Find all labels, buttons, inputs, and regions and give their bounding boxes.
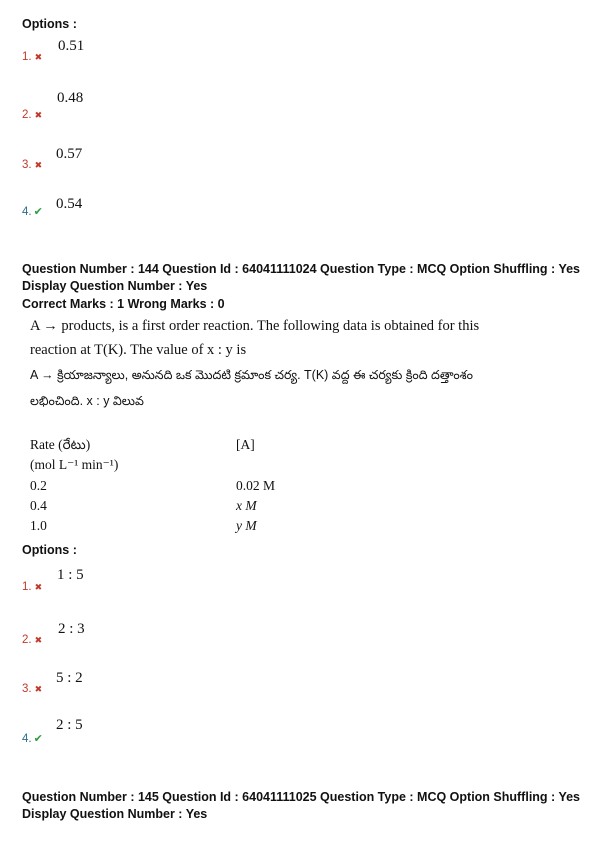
display-question-number-q145: Display Question Number : Yes (22, 807, 208, 821)
cross-icon: ✖ (34, 684, 43, 694)
table-cell-rate: 0.2 (30, 478, 47, 493)
check-icon: ✔ (33, 206, 43, 218)
table-cell-conc: 0.02 M (236, 478, 276, 493)
option-value-q144-2: 2 : 3 (58, 621, 85, 637)
option-number: 2. (22, 109, 32, 121)
option-value-q144-3: 5 : 2 (56, 670, 83, 686)
option-value-q143-2: 0.48 (57, 90, 84, 106)
table-cell-conc: y M (236, 518, 257, 533)
option-q144-2 (22, 630, 42, 648)
question-text-te-line2: లభించింది. x : y విలువ (30, 394, 144, 408)
option-value-q144-1: 1 : 5 (57, 567, 84, 583)
question-text-en-line2: reaction at T(K). The value of x : y is (30, 342, 247, 358)
option-q143-3 (22, 155, 42, 173)
option-value-q143-1: 0.51 (58, 38, 85, 54)
table-cell-conc: x M (236, 498, 257, 513)
option-q143-1 (22, 47, 42, 65)
question-header-q145: Question Number : 145 Question Id : 64041111025 Question Type : MCQ Option Shuffling : Yes (22, 790, 580, 804)
option-number: 1. (22, 51, 32, 63)
cross-icon: ✖ (34, 110, 43, 120)
cross-icon: ✖ (34, 160, 43, 170)
option-value-q143-3: 0.57 (56, 146, 83, 162)
table-col1-header: Rate (రేటు) (30, 437, 91, 452)
option-value-q144-4: 2 : 5 (56, 717, 83, 733)
check-icon: ✔ (33, 733, 43, 745)
option-number: 4. (22, 733, 32, 745)
option-q143-4 (22, 202, 43, 220)
option-q144-4 (22, 729, 43, 747)
table-cell-rate: 1.0 (30, 518, 47, 533)
options-heading-q144: Options : (22, 543, 77, 557)
cross-icon: ✖ (34, 582, 43, 592)
option-number: 1. (22, 581, 32, 593)
options-heading-q143: Options : (22, 17, 77, 31)
display-question-number-q144: Display Question Number : Yes (22, 279, 208, 293)
table-cell-rate: 0.4 (30, 498, 47, 513)
option-number: 3. (22, 683, 32, 695)
option-number: 2. (22, 634, 32, 646)
table-col2-header: [A] (236, 437, 255, 452)
option-number: 3. (22, 159, 32, 171)
option-q144-3 (22, 679, 42, 697)
option-value-q143-4: 0.54 (56, 196, 83, 212)
cross-icon: ✖ (34, 52, 43, 62)
question-text-te-line1: A → క్రియాజన్యాలు, అనునది ఒక మొదటి క్రమాంక చర్య. T(K) వద్ద ఈ చర్యకు క్రింది దత్తాంశం (30, 368, 473, 382)
option-q143-2 (22, 105, 42, 123)
marks-q144: Correct Marks : 1 Wrong Marks : 0 (22, 297, 225, 311)
question-header-q144: Question Number : 144 Question Id : 64041111024 Question Type : MCQ Option Shuffling : Yes (22, 262, 580, 276)
option-number: 4. (22, 206, 32, 218)
table-col1-unit: (mol L⁻¹ min⁻¹) (30, 457, 119, 472)
question-text-en-line1: A → products, is a first order reaction. The following data is obtained for this (30, 318, 480, 334)
option-q144-1 (22, 577, 42, 595)
cross-icon: ✖ (34, 635, 43, 645)
